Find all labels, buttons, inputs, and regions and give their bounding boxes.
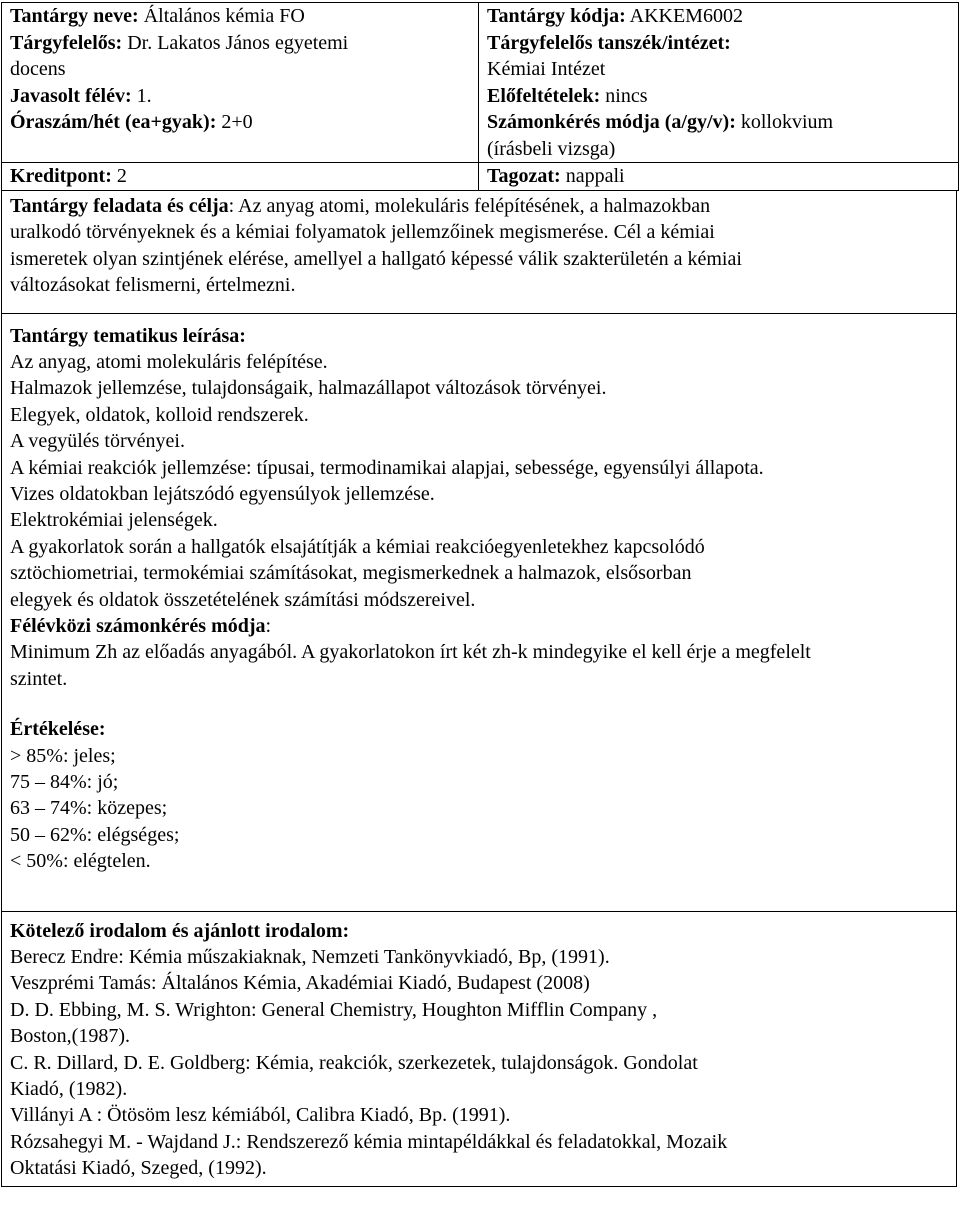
- literature-line: C. R. Dillard, D. E. Goldberg: Kémia, reakciók, szerkezetek, tulajdonságok. Gondolat: [10, 1051, 698, 1074]
- midterm-colon: :: [265, 614, 272, 637]
- goal-line: változásokat felismerni, értelmezni.: [10, 274, 296, 296]
- grading-line: 63 – 74%: közepes;: [10, 797, 168, 820]
- department-value: Kémiai Intézet: [487, 58, 606, 80]
- goal-text: : Az anyag atomi, molekuláris felépítésének, a halmazokban: [228, 194, 711, 217]
- semester-value: 1.: [131, 84, 152, 107]
- exam-type-label: Számonkérés módja (a/gy/v):: [487, 111, 736, 133]
- course-name-label: Tantárgy neve:: [10, 5, 139, 27]
- credit-cell: [2, 163, 479, 191]
- hours-value: 2+0: [216, 111, 253, 133]
- department-label: Tárgyfelelős tanszék/intézet:: [487, 31, 731, 54]
- credit-value: 2: [111, 165, 127, 187]
- literature-line: Villányi A : Ötösöm lesz kémiából, Calibra Kiadó, Bp. (1991).: [10, 1104, 511, 1127]
- responsible-value: Dr. Lakatos János egyetemi: [122, 31, 349, 54]
- midterm-line: Minimum Zh az előadás anyagából. A gyakorlatokon írt két zh-k mindegyike el kell érje a megfelelt: [10, 641, 811, 664]
- thematic-line: elegyek és oldatok összetételének számítási módszereivel.: [10, 588, 476, 611]
- goal-label: Tantárgy feladata és célja: [10, 194, 229, 217]
- course-name-row: [10, 3, 470, 30]
- grading-line: > 85%: jeles;: [10, 744, 116, 767]
- thematic-line: Elektrokémiai jelenségek.: [10, 509, 218, 532]
- header-left-cell: [2, 3, 479, 163]
- literature-line: Berecz Endre: Kémia műszakiaknak, Nemzeti Tankönyvkiadó, Bp, (1991).: [10, 946, 610, 969]
- literature-label: Kötelező irodalom és ajánlott irodalom:: [10, 919, 350, 942]
- prerequisites-value: nincs: [600, 84, 648, 107]
- responsible-value-cont: docens: [10, 58, 66, 80]
- grading-label: Értékelése:: [10, 718, 106, 741]
- prerequisites-label: Előfeltételek:: [487, 84, 601, 107]
- goal-line: ismeretek olyan szintjének elérése, amellyel a hallgató képessé válik szakterületén a kémiai: [10, 247, 742, 270]
- literature-line: Rózsahegyi M. - Wajdand J.: Rendszerező kémia mintapéldákkal és feladatokkal, Mozaik: [10, 1130, 728, 1153]
- spacer: [10, 875, 956, 903]
- course-name-value: Általános kémia FO: [138, 5, 305, 27]
- credit-row: [10, 163, 470, 190]
- goal-first-line: [10, 193, 956, 220]
- literature-line: Veszprémi Tamás: Általános Kémia, Akadémiai Kiadó, Budapest (2008): [10, 972, 590, 995]
- goal-line: uralkodó törvényeknek és a kémiai folyamatok jellemzőinek megismerése. Cél a kémiai: [10, 221, 715, 243]
- grading-line: < 50%: elégtelen.: [10, 850, 151, 873]
- goal-section: [1, 191, 957, 314]
- mode-row: [487, 163, 950, 190]
- credit-label: Kreditpont:: [10, 165, 112, 187]
- spacer: [10, 692, 956, 716]
- course-code-row: [487, 3, 950, 30]
- responsible-label: Tárgyfelelős:: [10, 31, 123, 54]
- semester-label: Javasolt félév:: [10, 84, 132, 107]
- thematic-label: Tantárgy tematikus leírása:: [10, 324, 246, 347]
- literature-line: Oktatási Kiadó, Szeged, (1992).: [10, 1157, 267, 1180]
- mode-label: Tagozat:: [487, 165, 561, 187]
- course-code-value: AKKEM6002: [625, 5, 743, 27]
- literature-line: Boston,(1987).: [10, 1025, 130, 1048]
- midterm-label: Félévközi számonkérés módja: [10, 614, 266, 637]
- course-code-label: Tantárgy kódja:: [487, 5, 626, 27]
- exam-type-row: [487, 109, 950, 136]
- thematic-line: A gyakorlatok során a hallgatók elsajátítják a kémiai reakcióegyenletekhez kapcsolódó: [10, 535, 705, 558]
- course-header-table: [1, 2, 959, 191]
- midterm-heading: [10, 613, 956, 639]
- hours-row: [10, 109, 470, 136]
- hours-label: Óraszám/hét (ea+gyak):: [10, 111, 217, 133]
- thematic-section: [1, 314, 957, 912]
- thematic-line: A vegyülés törvényei.: [10, 430, 185, 453]
- thematic-line: Halmazok jellemzése, tulajdonságaik, halmazállapot változások törvényei.: [10, 377, 607, 400]
- grading-line: 75 – 84%: jó;: [10, 771, 119, 793]
- grading-line: 50 – 62%: elégséges;: [10, 823, 180, 846]
- literature-section: [1, 912, 957, 1187]
- thematic-line: Az anyag, atomi molekuláris felépítése.: [10, 350, 328, 373]
- literature-line: D. D. Ebbing, M. S. Wrighton: General Chemistry, Houghton Mifflin Company ,: [10, 998, 658, 1021]
- mode-value: nappali: [560, 165, 625, 187]
- semester-row: [10, 83, 470, 110]
- header-right-cell: [479, 3, 959, 163]
- exam-type-value: kollokvium: [735, 111, 834, 133]
- midterm-line: szintet.: [10, 667, 68, 690]
- thematic-line: Elegyek, oldatok, kolloid rendszerek.: [10, 403, 309, 426]
- responsible-row: [10, 30, 470, 57]
- thematic-line: sztöchiometriai, termokémiai számításokat, megismerkednek a halmazok, elsősorban: [10, 562, 692, 585]
- thematic-line: Vizes oldatokban lejátszódó egyensúlyok jellemzése.: [10, 482, 435, 505]
- prerequisites-row: [487, 83, 950, 110]
- thematic-line: A kémiai reakciók jellemzése: típusai, termodinamikai alapjai, sebessége, egyensúlyi állapota.: [10, 456, 764, 479]
- mode-cell: [479, 163, 959, 191]
- exam-type-value-cont: (írásbeli vizsga): [487, 137, 616, 160]
- literature-line: Kiadó, (1982).: [10, 1078, 128, 1101]
